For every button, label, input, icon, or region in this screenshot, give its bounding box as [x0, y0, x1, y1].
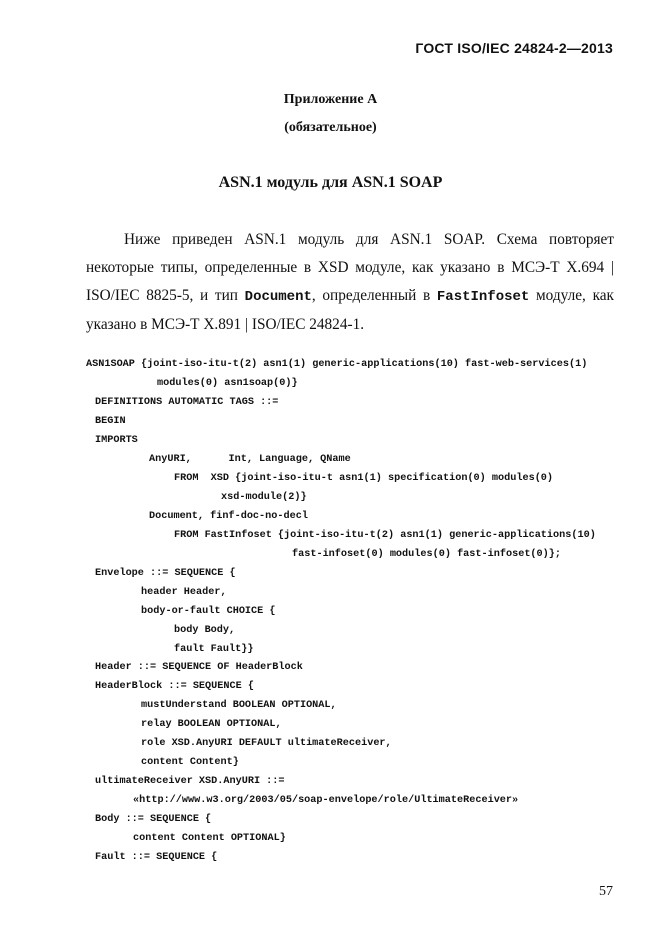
paragraph-text: , определенный в: [311, 287, 437, 304]
annex-title: Приложение А: [283, 92, 378, 107]
code-line: Header ::= SEQUENCE OF HeaderBlock: [95, 662, 303, 673]
paragraph-line: Ниже приведен ASN.1 модуль для ASN.1 SOAP. Схема повторяет: [124, 231, 614, 248]
section-heading: ASN.1 модуль для ASN.1 SOAP: [218, 174, 443, 191]
paragraph-line: указано в МСЭ-Т Х.891 | ISO/IEC 24824-1.: [86, 316, 365, 333]
code-line: relay BOOLEAN OPTIONAL,: [141, 719, 282, 730]
code-line: mustUnderstand BOOLEAN OPTIONAL,: [141, 700, 337, 711]
code-term-document: Document: [244, 289, 312, 305]
code-line: body Body,: [174, 625, 236, 636]
code-line: FROM FastInfoset {joint-iso-itu-t(2) asn1(1) generic-applications(10): [174, 530, 596, 541]
paragraph-text: ISO/IEC 8825-5, и тип: [86, 287, 245, 304]
code-line: xsd-module(2)}: [221, 492, 307, 503]
code-line: Document, finf-doc-no-decl: [149, 511, 308, 522]
code-line: IMPORTS: [95, 435, 138, 446]
code-term-fastinfoset: FastInfoset: [436, 289, 530, 305]
code-line: content Content}: [141, 757, 239, 768]
code-line: fault Fault}}: [174, 644, 254, 655]
intro-paragraph: [86, 226, 614, 339]
code-line: AnyURI, Int, Language, QName: [149, 454, 351, 465]
code-line: content Content OPTIONAL}: [133, 833, 286, 844]
code-line: Body ::= SEQUENCE {: [95, 814, 212, 825]
standard-designation: ГОСТ ISO/IEC 24824-2—2013: [415, 40, 613, 56]
code-line: Envelope ::= SEQUENCE {: [95, 568, 236, 579]
code-line: body-or-fault CHOICE {: [141, 606, 276, 617]
code-line: fast-infoset(0) modules(0) fast-infoset(0)};: [292, 549, 561, 560]
page-number: 57: [599, 884, 613, 899]
annex-status: (обязательное): [284, 120, 377, 135]
code-line: DEFINITIONS AUTOMATIC TAGS ::=: [95, 397, 279, 408]
code-line: BEGIN: [95, 416, 126, 427]
code-line: Fault ::= SEQUENCE {: [95, 852, 218, 863]
code-line: ASN1SOAP {joint-iso-itu-t(2) asn1(1) generic-applications(10) fast-web-services(1): [86, 359, 588, 370]
code-line: FROM XSD {joint-iso-itu-t asn1(1) specification(0) modules(0): [174, 473, 554, 484]
code-line: «http://www.w3.org/2003/05/soap-envelope/role/UltimateReceiver»: [133, 795, 519, 806]
code-line: ultimateReceiver XSD.AnyURI ::=: [95, 776, 285, 787]
paragraph-text: модуле, как: [529, 287, 614, 304]
code-line: HeaderBlock ::= SEQUENCE {: [95, 681, 254, 692]
code-line: modules(0) asn1soap(0)}: [157, 378, 298, 389]
code-line: header Header,: [141, 587, 227, 598]
paragraph-line: некоторые типы, определенные в XSD модуле, как указано в МСЭ-Т Х.694 |: [86, 259, 614, 276]
code-line: role XSD.AnyURI DEFAULT ultimateReceiver,: [141, 738, 392, 749]
paragraph-line: [86, 282, 614, 311]
